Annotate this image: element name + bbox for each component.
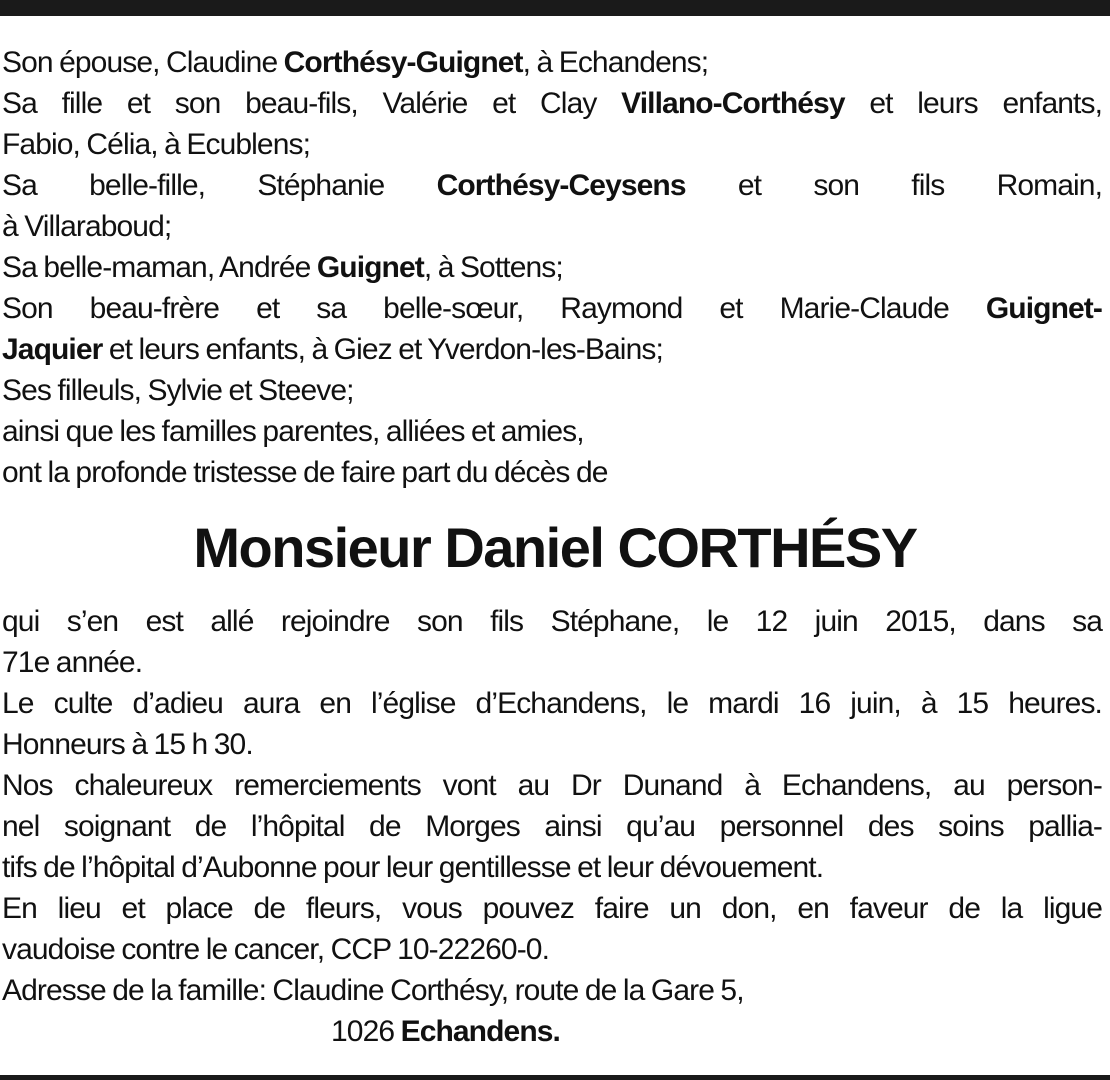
- details-block: [2, 601, 1102, 1052]
- details-line-thanks-1: Nos chaleureux remerciements vont au Dr Dunand à Echandens, au person-: [2, 769, 1102, 802]
- family-line-village: à Villaraboud;: [2, 210, 172, 243]
- family-line-daughter-in-law: Sa belle-fille, Stéphanie Corthésy-Ceysens et son fils Romain,: [2, 169, 1103, 202]
- details-line-honours: Honneurs à 15 h 30.: [2, 728, 253, 761]
- details-line-thanks-3: tifs de l’hôpital d’Aubonne pour leur gentillesse et leur dévouement.: [2, 851, 824, 884]
- family-line-siblings-in-law: Son beau-frère et sa belle-sœur, Raymond et Marie-Claude Guignet-: [2, 292, 1102, 325]
- bottom-rule: [0, 1075, 1110, 1080]
- family-line-relatives: ainsi que les familles parentes, alliées et amies,: [2, 415, 584, 448]
- family-name-siblings-in-law-1: Guignet-: [985, 292, 1102, 325]
- deceased-name-heading: Monsieur Daniel CORTHÉSY: [193, 516, 917, 579]
- details-line-address: Adresse de la famille: Claudine Corthésy, route de la Gare 5,: [2, 974, 744, 1007]
- top-rule: [0, 0, 1110, 16]
- family-line-mother-in-law: Sa belle-maman, Andrée Guignet, à Sottens;: [2, 251, 563, 284]
- details-line-2: 71e année.: [2, 646, 143, 679]
- address-city: Echandens.: [400, 1015, 560, 1048]
- family-name-siblings-in-law-2: Jaquier: [2, 333, 103, 366]
- family-line-grandchildren: Fabio, Célia, à Ecublens;: [2, 128, 311, 161]
- family-block: [2, 42, 1102, 493]
- family-line-announcement: ont la profonde tristesse de faire part du décès de: [2, 456, 608, 489]
- details-line-thanks-2: nel soignant de l’hôpital de Morges ainsi qu’au personnel des soins pallia-: [2, 810, 1102, 843]
- family-line-daughter: Sa fille et son beau-fils, Valérie et Clay Villano-Corthésy et leurs enfants,: [2, 87, 1103, 120]
- family-name-daughter: Villano-Corthésy: [621, 87, 845, 120]
- details-line-1: qui s’en est allé rejoindre son fils Stéphane, le 12 juin 2015, dans sa: [2, 605, 1102, 638]
- details-line-address-city: 1026 Echandens.: [331, 1015, 560, 1048]
- family-line-siblings-in-law-cont: Jaquier et leurs enfants, à Giez et Yverdon-les-Bains;: [2, 333, 663, 366]
- family-name-spouse: Corthésy-Guignet: [283, 46, 523, 79]
- details-line-donation-2: vaudoise contre le cancer, CCP 10-22260-0.: [2, 933, 550, 966]
- family-name-daughter-in-law: Corthésy-Ceysens: [436, 169, 686, 202]
- family-line-godchildren: Ses filleuls, Sylvie et Steeve;: [2, 374, 354, 407]
- details-line-service: Le culte d’adieu aura en l’église d’Echandens, le mardi 16 juin, à 15 heures.: [2, 687, 1102, 720]
- family-line-spouse: Son épouse, Claudine Corthésy-Guignet, à Echandens;: [2, 46, 709, 79]
- details-line-donation-1: En lieu et place de fleurs, vous pouvez faire un don, en faveur de la ligue: [2, 892, 1102, 925]
- family-name-mother-in-law: Guignet: [316, 251, 424, 284]
